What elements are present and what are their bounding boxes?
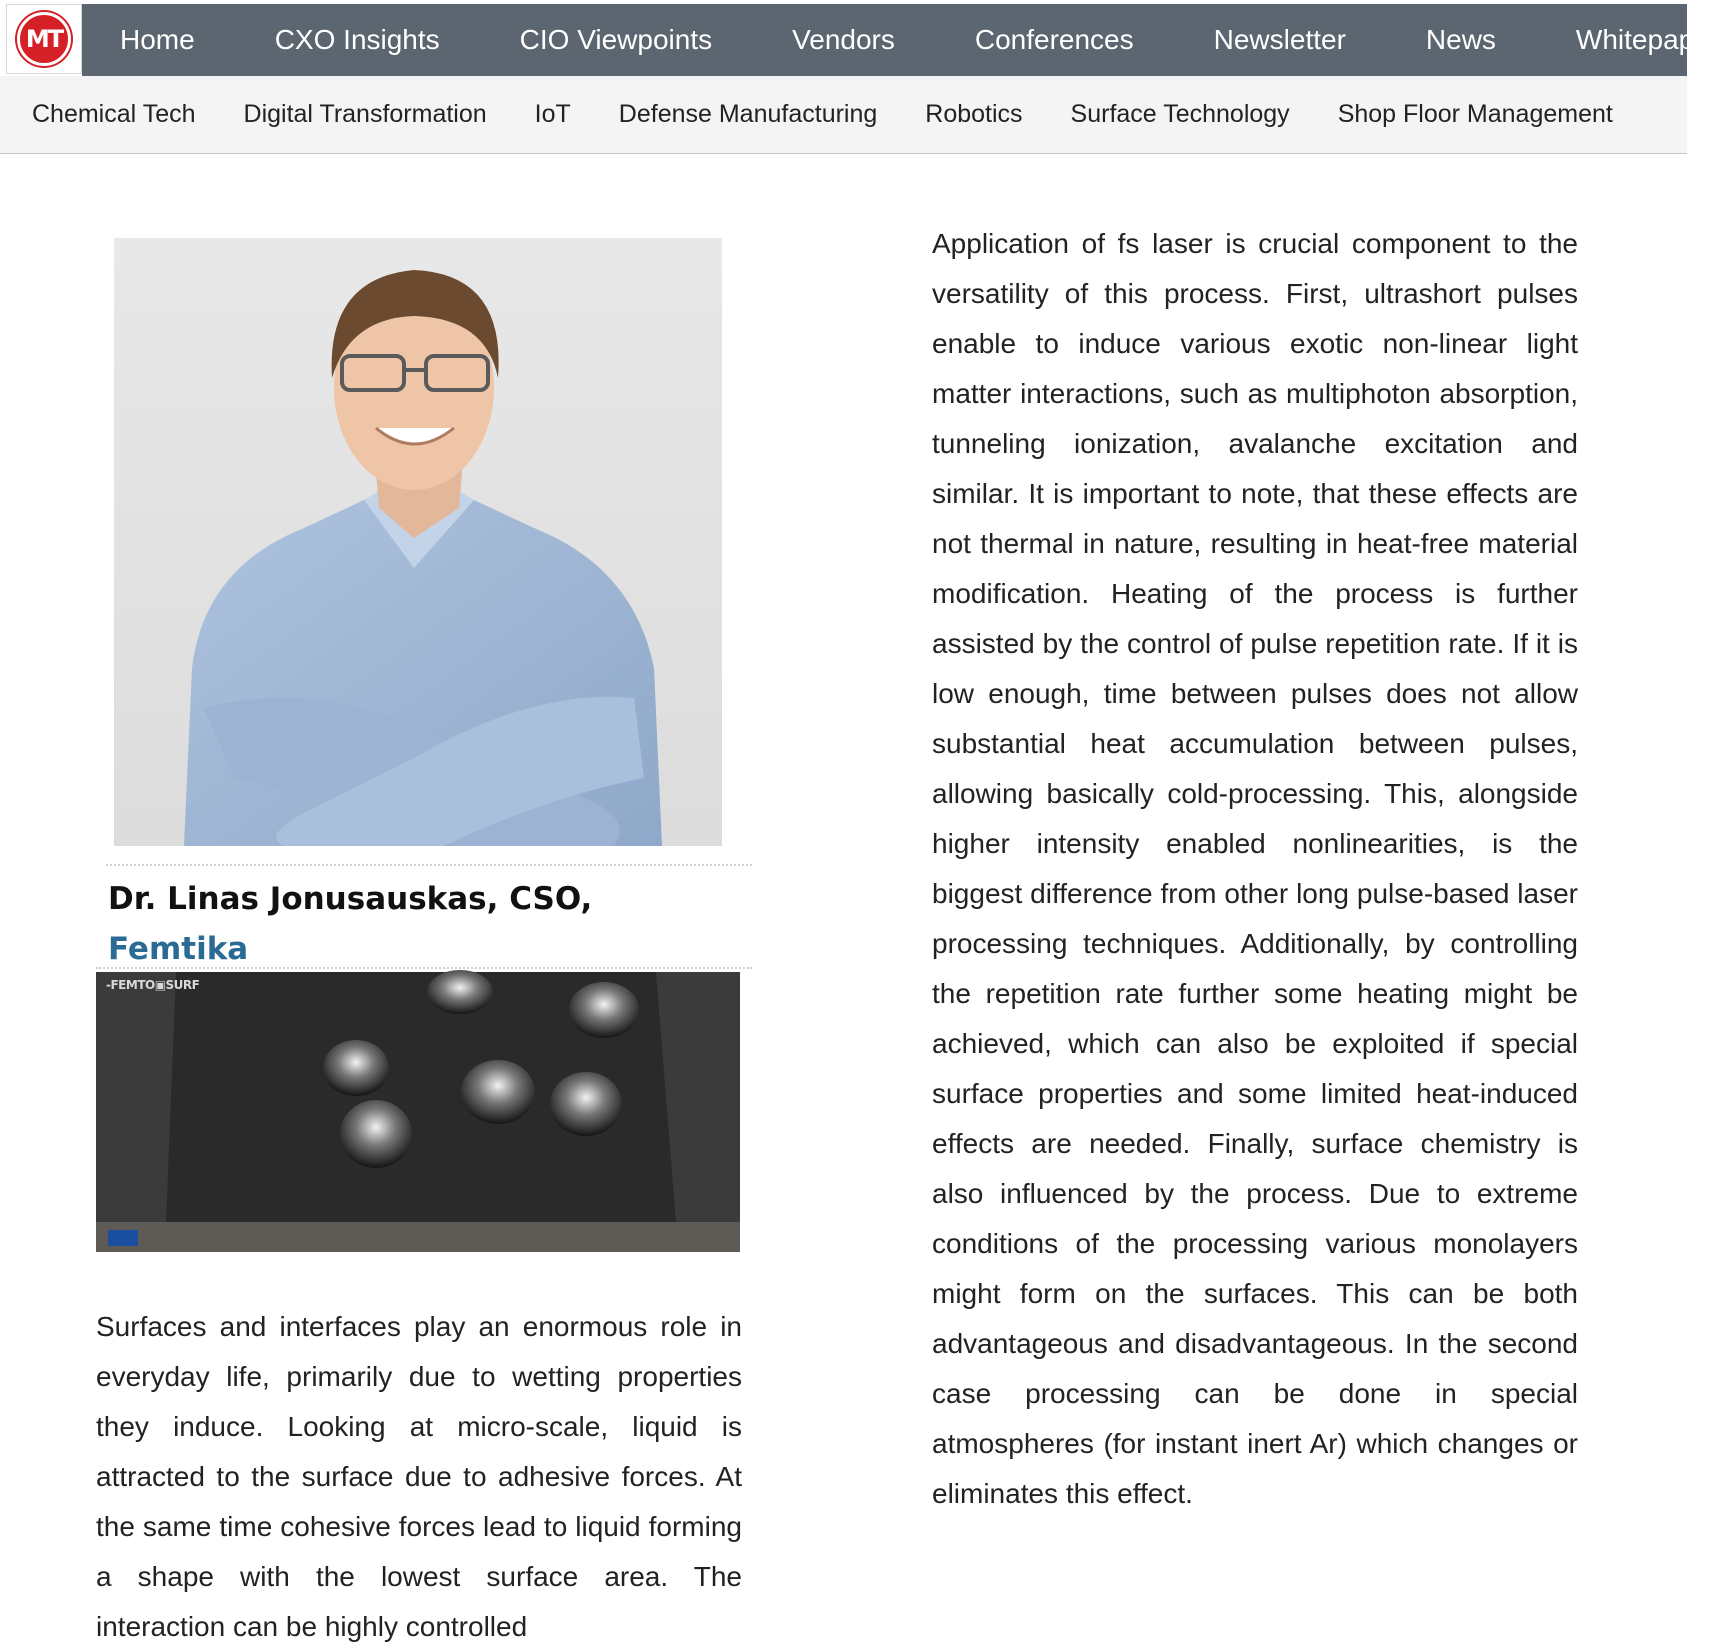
category-robotics[interactable]: Robotics bbox=[925, 100, 1023, 128]
category-shop-floor-management[interactable]: Shop Floor Management bbox=[1337, 100, 1613, 128]
image-brand-label: -FEMTO▣SURF bbox=[106, 978, 200, 992]
nav-home[interactable]: Home bbox=[120, 24, 195, 55]
portrait-illustration bbox=[114, 238, 722, 846]
author-name: Dr. Linas Jonusauskas, CSO, bbox=[108, 881, 593, 917]
nav-newsletter[interactable]: Newsletter bbox=[1213, 24, 1346, 55]
category-nav-bar bbox=[0, 76, 1687, 154]
author-info bbox=[108, 874, 748, 974]
site-logo: MT bbox=[17, 12, 71, 66]
droplets-illustration bbox=[96, 972, 740, 1252]
author-portrait bbox=[114, 238, 722, 846]
nav-news[interactable]: News bbox=[1425, 24, 1496, 55]
company-link[interactable]: Femtika bbox=[108, 931, 249, 967]
divider-bottom bbox=[96, 967, 752, 969]
article-intro-paragraph: Surfaces and interfaces play an enormous role in everyday life, primarily due to wetting properties they induce. Looking at micro-scale, liquid is attracted to the surface due to adhesive forces. At the same time cohesive forces lead to liquid forming a shape with the lowest surface area. The interaction can be highly controlled bbox=[96, 1311, 742, 1642]
nav-whitepapers[interactable]: Whitepap bbox=[1575, 24, 1695, 55]
subnav-divider bbox=[0, 154, 56, 155]
main-nav-bar bbox=[82, 4, 1695, 76]
category-surface-technology[interactable]: Surface Technology bbox=[1070, 100, 1290, 128]
nav-cxo-insights[interactable]: CXO Insights bbox=[274, 24, 440, 55]
nav-cio-viewpoints[interactable]: CIO Viewpoints bbox=[519, 24, 713, 55]
site-logo-link[interactable] bbox=[6, 4, 82, 74]
nav-conferences[interactable]: Conferences bbox=[974, 24, 1134, 55]
category-iot[interactable]: IoT bbox=[534, 100, 571, 128]
top-navigation bbox=[0, 0, 1695, 76]
category-digital-transformation[interactable]: Digital Transformation bbox=[243, 100, 487, 128]
nav-vendors[interactable]: Vendors bbox=[792, 24, 895, 55]
water-droplets-image bbox=[96, 972, 740, 1252]
category-chemical-tech[interactable]: Chemical Tech bbox=[32, 100, 196, 128]
article-body-paragraph: Application of fs laser is crucial component to the versatility of this process. First, ultrashort pulses enable to induce various exotic non-linear light matter interactions, such as multiphoton absorption, tunneling ionization, avalanche excitation and similar. It is important to note, that these effects are not thermal in nature, resulting in heat-free material modification. Heating of the process is further assisted by the control of pulse repetition rate. If it is low enough, time between pulses does not allow substantial heat accumulation between pulses, allowing basically cold-processing. This, alongside higher intensity enabled nonlinearities, is the biggest difference from other long pulse-based laser processing techniques. Additionally, by controlling the repetition rate further some heating might be achieved, which can also be exploited if special surface properties and some limited heat-induced effects are needed. Finally, surface chemistry is also influenced by the process. Due to extreme conditions of the processing various monolayers might form on the surfaces. This can be both advantageous and disadvantageous. In the second case processing can be done in special atmospheres (for instant inert Ar) which changes or eliminates this effect. bbox=[932, 228, 1578, 1509]
divider-top bbox=[106, 864, 752, 866]
category-defense-manufacturing[interactable]: Defense Manufacturing bbox=[618, 100, 878, 128]
